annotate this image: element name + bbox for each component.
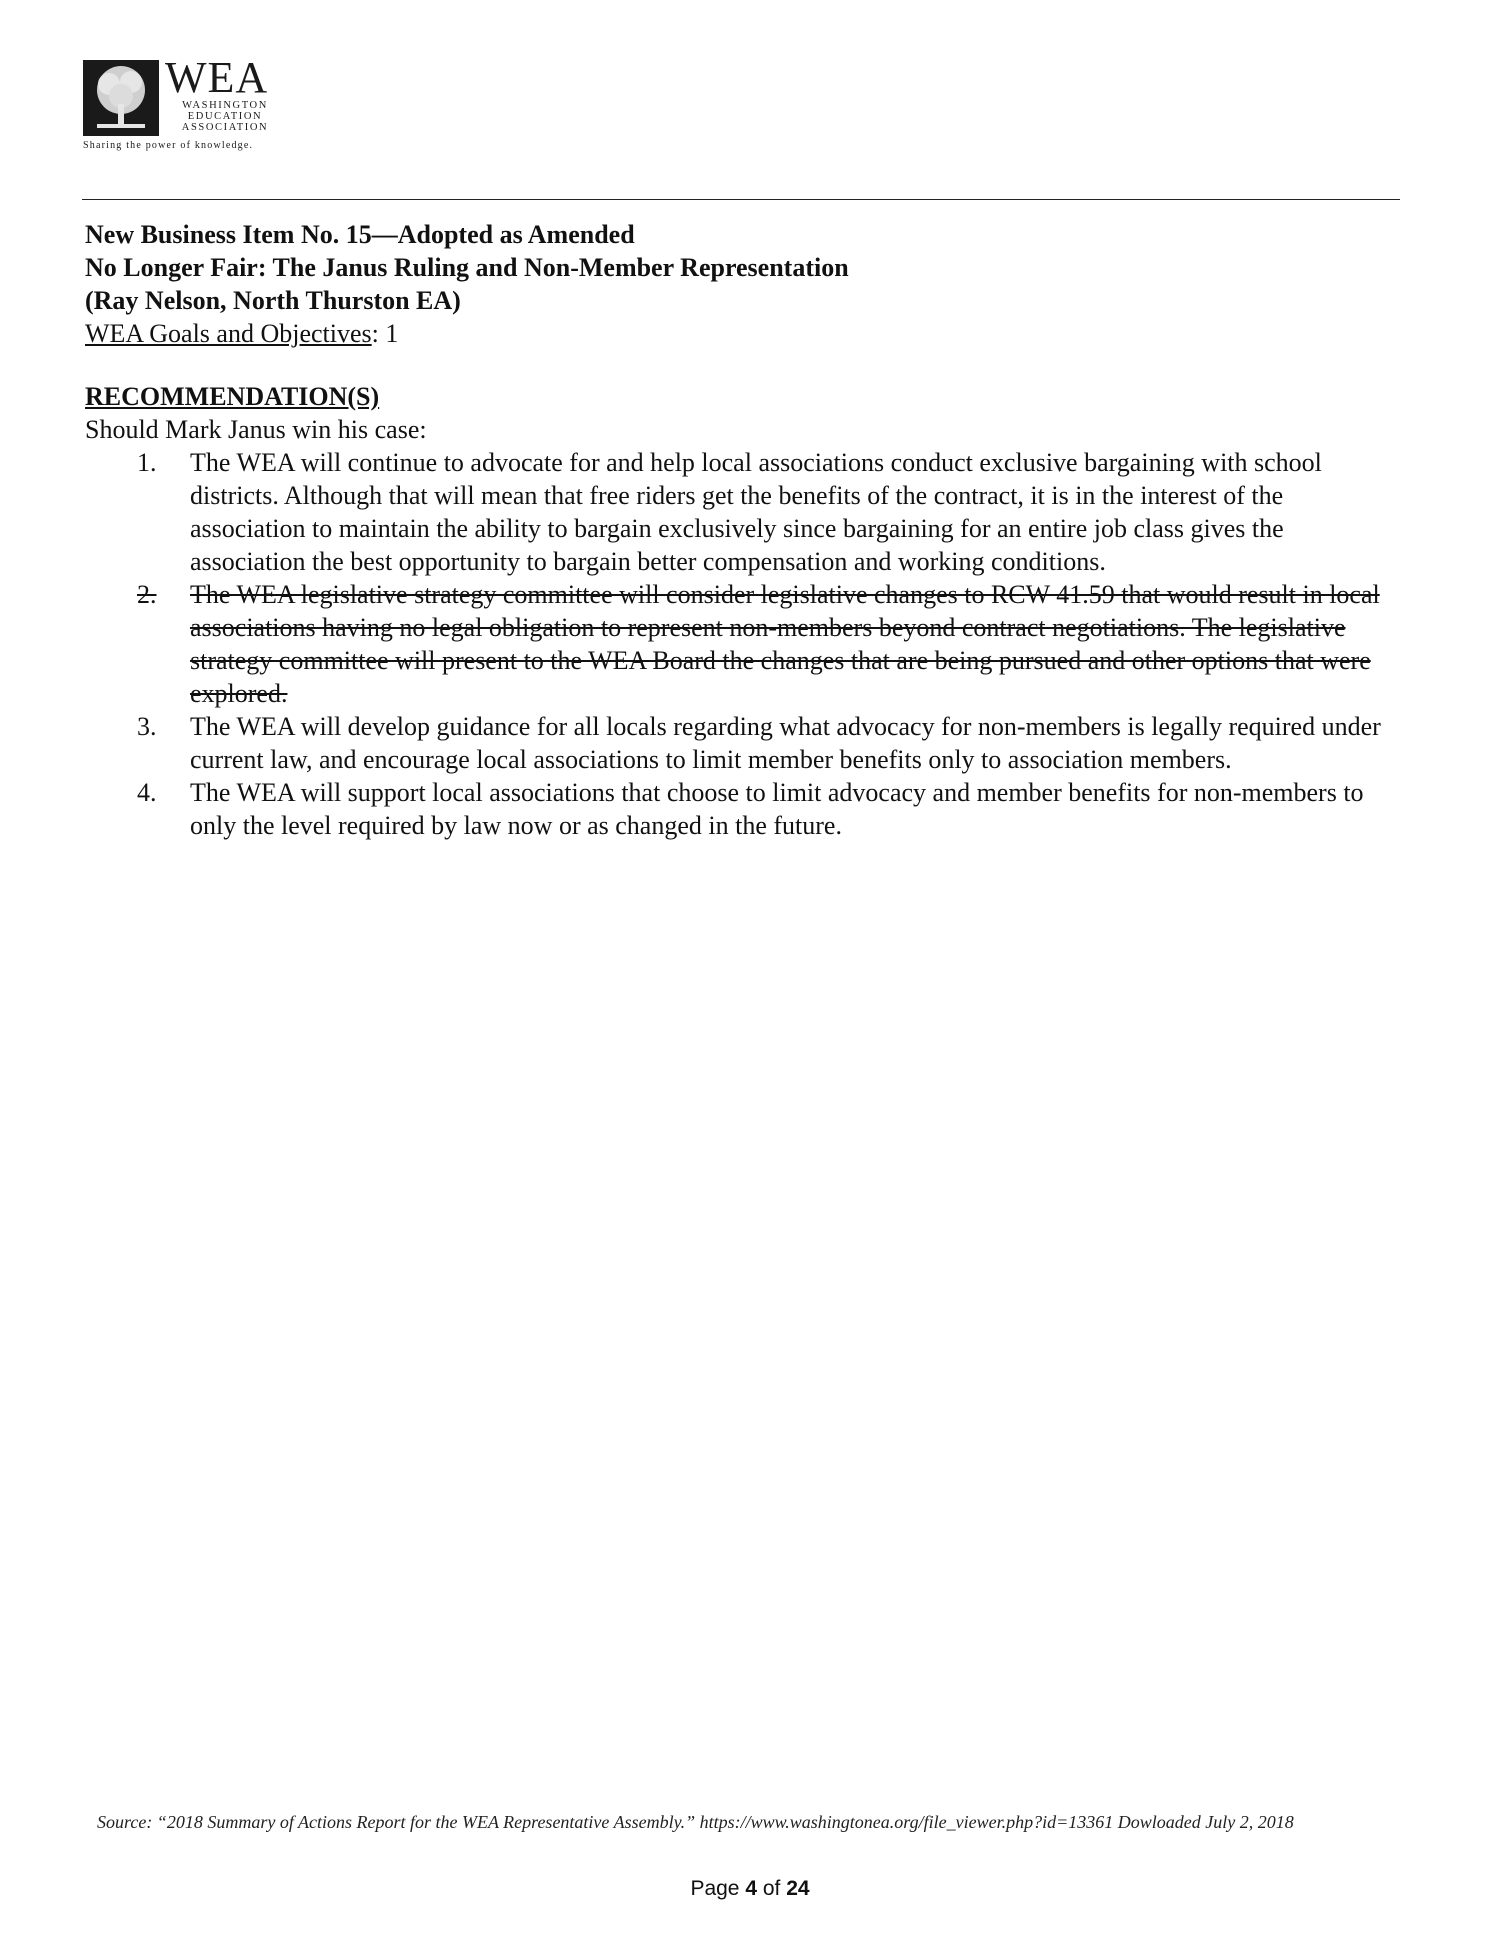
goals-value: : 1 bbox=[371, 319, 399, 348]
goals-line bbox=[85, 317, 1405, 350]
item-number: 4. bbox=[137, 778, 157, 807]
logo-tagline: Sharing the power of knowledge. bbox=[83, 140, 254, 151]
recommendations-list bbox=[85, 446, 1405, 842]
logo-sub-education: EDUCATION bbox=[187, 111, 263, 122]
wea-logo bbox=[83, 53, 283, 152]
item-subtitle: No Longer Fair: The Janus Ruling and Non-Member Representation bbox=[85, 253, 849, 282]
recommendation-item-1 bbox=[85, 446, 1405, 578]
item-text: The WEA legislative strategy committee will consider legislative changes to RCW 41.59 that would result in local associations having no legal obligation to represent non-members beyond contract negotiations. The legislative strategy committee will present to the WEA Board the changes that are being pursued and other options that were explored. bbox=[190, 580, 1380, 708]
item-text: The WEA will continue to advocate for and help local associations conduct exclusive bargaining with school districts. Although that will mean that free riders get the benefits of the contract, it is in the interest of the association to maintain the ability to bargain exclusively since bargaining for an entire job class gives the association the best opportunity to bargain better compensation and working conditions. bbox=[190, 448, 1322, 576]
item-text: The WEA will develop guidance for all locals regarding what advocacy for non-members is legally required under current law, and encourage local associations to limit member benefits only to association members. bbox=[190, 712, 1381, 774]
page-prefix: Page bbox=[690, 1877, 746, 1900]
item-number: 2. bbox=[137, 580, 157, 609]
header-divider bbox=[82, 199, 1400, 200]
page-total: 24 bbox=[786, 1877, 810, 1900]
logo-sub-washington: WASHINGTON bbox=[182, 100, 268, 111]
item-number: 3. bbox=[137, 712, 157, 741]
page-number bbox=[0, 1877, 1500, 1901]
goals-label: WEA Goals and Objectives bbox=[85, 319, 372, 348]
item-author: (Ray Nelson, North Thurston EA) bbox=[85, 286, 461, 315]
recommendations-intro: Should Mark Janus win his case: bbox=[85, 415, 427, 444]
recommendation-item-3 bbox=[85, 710, 1405, 776]
item-number: 1. bbox=[137, 448, 157, 477]
source-citation: Source: “2018 Summary of Actions Report for the WEA Representative Assembly.” https://www.washingtonea.org/file_viewer.php?id=13361 Dowloaded July 2, 2018 bbox=[97, 1812, 1294, 1832]
tree-icon bbox=[83, 60, 159, 136]
page-of: of bbox=[757, 1877, 787, 1900]
logo-name: WEA bbox=[165, 53, 269, 102]
page-current: 4 bbox=[745, 1877, 758, 1900]
item-text: The WEA will support local associations that choose to limit advocacy and member benefits for non-members to only the level required by law now or as changed in the future. bbox=[190, 778, 1364, 840]
recommendation-item-2-struck bbox=[85, 578, 1405, 710]
recommendation-item-4 bbox=[85, 776, 1405, 842]
logo-sub-association: ASSOCIATION bbox=[181, 122, 269, 133]
document-body bbox=[85, 218, 1405, 842]
recommendations-heading: RECOMMENDATION(S) bbox=[85, 382, 380, 411]
item-title: New Business Item No. 15—Adopted as Amended bbox=[85, 220, 635, 249]
